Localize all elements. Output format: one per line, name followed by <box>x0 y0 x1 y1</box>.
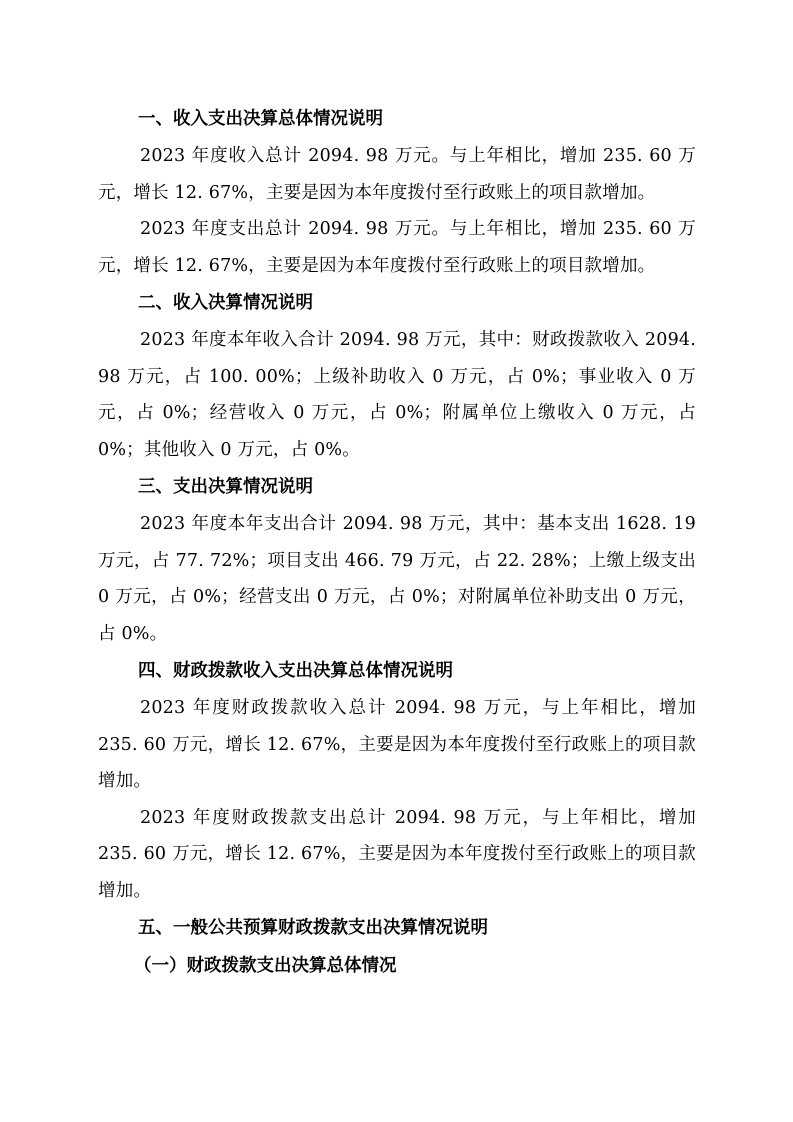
paragraph: 2023 年度本年收入合计 2094. 98 万元，其中：财政拨款收入 2094. 98 万元，占 100. 00%；上级补助收入 0 万元，占 0%；事业收入 0 万元，占 0%；经营收入 0 万元，占 0%；附属单位上缴收入 0 万元，占 0%；其他收入 0 万元，占 0%。 <box>98 330 696 460</box>
section-expense <box>98 468 696 652</box>
paragraph: 2023 年度收入总计 2094. 98 万元。与上年相比，增加 235. 60 万元，增长 12. 67%，主要是因为本年度拨付至行政账上的项目款增加。 <box>98 146 696 203</box>
paragraph: 2023 年度财政拨款收入总计 2094. 98 万元，与上年相比，增加 235. 60 万元，增长 12. 67%，主要是因为本年度拨付至行政账上的项目款增加。 <box>98 698 696 791</box>
section-income-expense-overview <box>98 100 696 284</box>
paragraph: 2023 年度财政拨款支出总计 2094. 98 万元，与上年相比，增加 235. 60 万元，增长 12. 67%，主要是因为本年度拨付至行政账上的项目款增加。 <box>98 807 696 901</box>
section-heading: 三、支出决算情况说明 <box>138 477 313 497</box>
section-heading: 二、收入决算情况说明 <box>138 293 313 313</box>
subsection-heading: （一）财政拨款支出决算总体情况 <box>134 956 397 976</box>
paragraph: 2023 年度本年支出合计 2094. 98 万元，其中：基本支出 1628. 19 万元，占 77. 72%；项目支出 466. 79 万元，占 22. 28%；上缴上级支出 0 万元，占 0%；经营支出 0 万元，占 0%；对附属单位补助支出 0 万元，占 0%。 <box>98 514 696 644</box>
document-page <box>98 100 696 985</box>
section-income <box>98 284 696 468</box>
section-heading: 四、财政拨款收入支出决算总体情况说明 <box>138 661 453 681</box>
paragraph: 2023 年度支出总计 2094. 98 万元。与上年相比，增加 235. 60 万元，增长 12. 67%，主要是因为本年度拨付至行政账上的项目款增加。 <box>98 219 696 276</box>
section-heading: 五、一般公共预算财政拨款支出决算情况说明 <box>138 918 488 938</box>
section-fiscal-appropriation <box>98 652 696 909</box>
section-general-public-budget <box>98 909 696 985</box>
section-heading: 一、收入支出决算总体情况说明 <box>138 109 383 129</box>
